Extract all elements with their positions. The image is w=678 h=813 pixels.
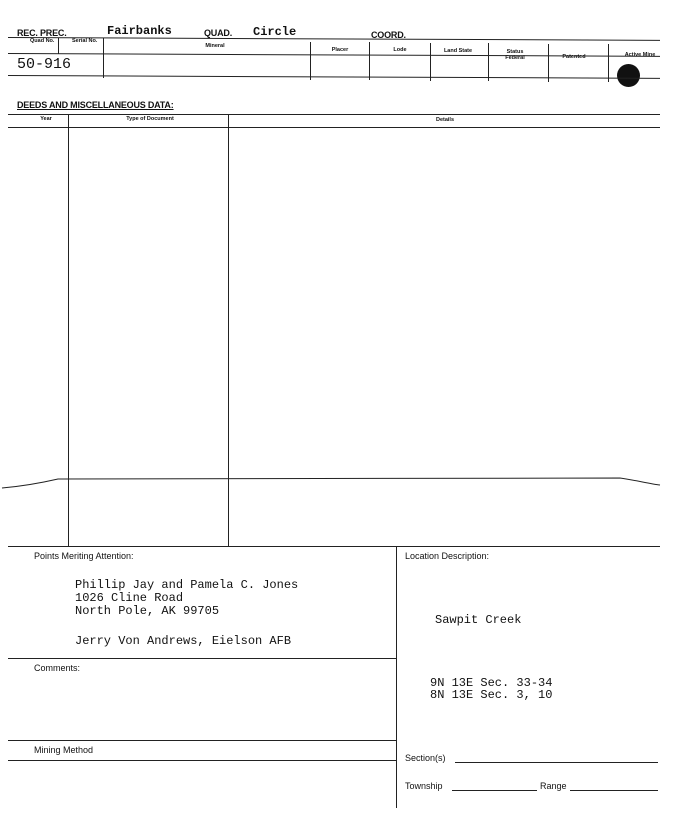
col-mineral: Mineral [205,43,225,49]
township-label: Township [405,781,443,791]
deeds-section-title: DEEDS AND MISCELLANEOUS DATA: [17,100,174,110]
col-year: Year [40,116,52,122]
col-type-of-document: Type of Document [126,116,174,122]
col-lode: Lode [393,47,407,53]
mining-method-label: Mining Method [34,745,94,755]
grid-line [488,43,489,81]
mining-bottom-rule [8,760,397,761]
hand-drawn-line [0,470,678,500]
col-serial-no: Serial No. [72,38,98,44]
coord-label: COORD. [371,30,406,40]
quad-label: QUAD. [204,28,232,38]
comments-top-rule [8,658,397,659]
grid-line [430,43,431,81]
points-label: Points Meriting Attention: [34,551,134,561]
col-active-mine: Active Mine [624,52,656,58]
points-line-2: 1026 Cline Road [75,591,184,605]
deeds-header-rule [8,127,660,128]
col-placer: Placer [331,47,349,53]
sections-label: Section(s) [405,753,446,763]
comments-label: Comments: [34,663,81,673]
range-label: Range [540,781,567,791]
col-patented: Patented [562,54,586,60]
location-place: Sawpit Creek [435,613,522,627]
header-top-rule [8,37,660,41]
points-line-4: Jerry Von Andrews, Eielson AFB [75,634,292,648]
mining-top-rule [8,740,397,741]
location-legal-2: 8N 13E Sec. 3, 10 [430,688,553,702]
quad-serial-value: 50-916 [17,56,72,73]
township-field[interactable] [452,790,537,791]
rec-prec-value: Fairbanks [107,24,172,38]
deeds-top-rule [8,114,660,115]
deeds-bottom-rule [8,546,660,547]
quad-value: Circle [253,25,297,39]
range-field[interactable] [570,790,658,791]
location-legal-1: 9N 13E Sec. 33-34 [430,676,553,690]
sections-field[interactable] [455,762,658,763]
grid-line [396,546,397,808]
col-land-state: Land State [443,48,473,54]
grid-line [310,42,311,80]
header-bottom-rule [8,75,660,79]
col-quad-no: Quad No. [30,38,55,44]
grid-line [58,38,59,54]
active-mine-dot-icon [617,64,640,87]
rec-prec-label: REC. PREC. [17,28,67,38]
points-line-3: North Pole, AK 99705 [75,604,220,618]
grid-line [548,44,549,82]
col-status-federal: Status Federal [505,49,525,61]
location-label: Location Description: [405,551,490,561]
grid-line [369,42,370,80]
col-details: Details [435,117,455,123]
points-line-1: Phillip Jay and Pamela C. Jones [75,578,299,592]
grid-line [103,38,104,78]
grid-line [608,44,609,82]
